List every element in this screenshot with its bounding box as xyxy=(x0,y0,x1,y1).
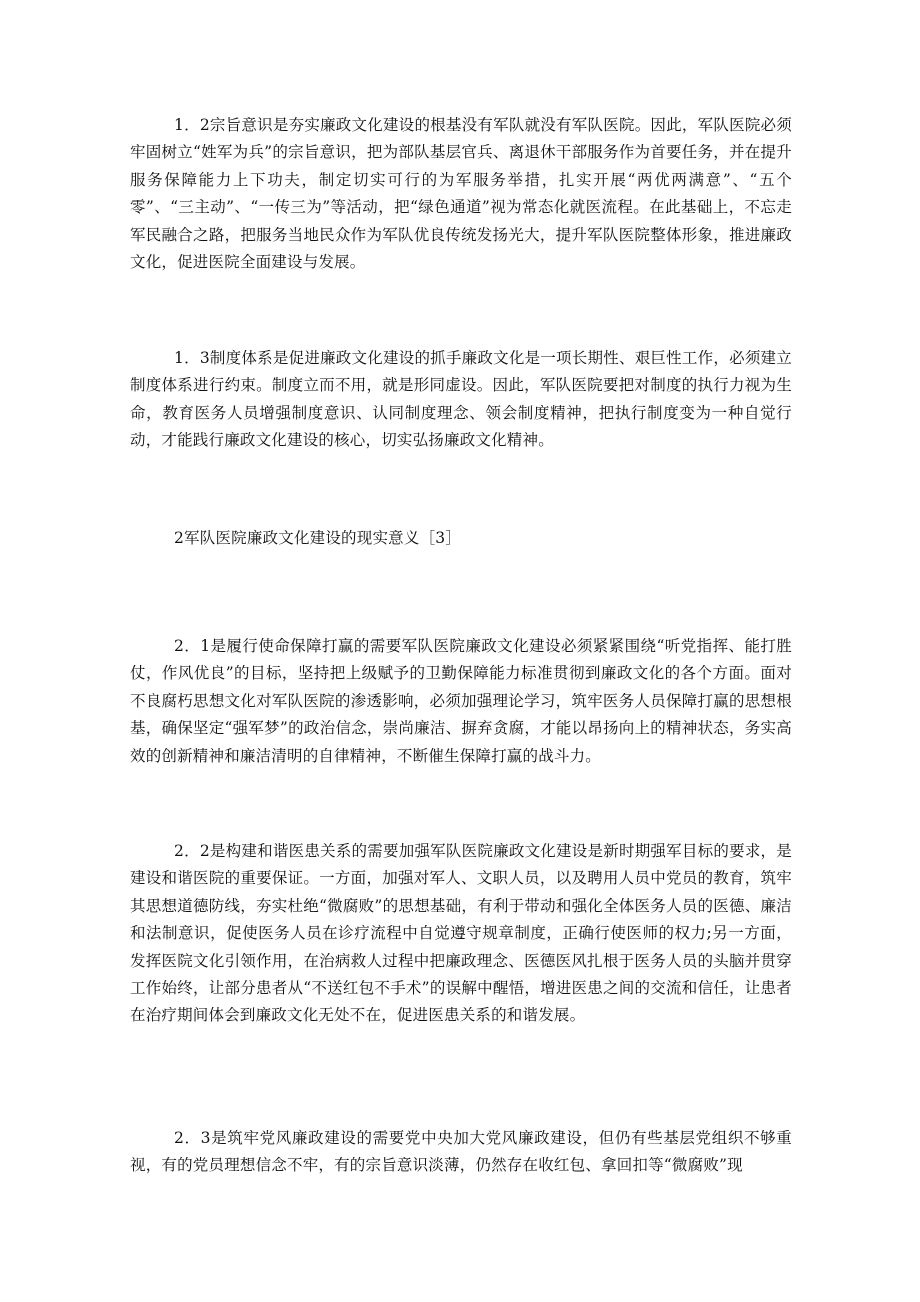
paragraph-2-2-doctor-patient: 2．2是构建和谐医患关系的需要加强军队医院廉政文化建设是新时期强军目标的要求，是建设和谐医院的重要保证。一方面，加强对军人、文职人员，以及聘用人员中党员的教育，筑牢其思想道德防线，夯实杜绝“微腐败”的思想基础，有利于带动和强化全体医务人员的医德、廉洁和法制意识，促使医务人员在诊疗流程中自觉遵守规章制度，正确行使医师的权力;另一方面，发挥医院文化引领作用，在治病救人过程中把廉政理念、医德医风扎根于医务人员的头脑并贯穿工作始终，让部分患者从“不送红包不手术”的误解中醒悟，增进医患之间的交流和信任，让患者在治疗期间体会到廉政文化无处不在，促进医患关系的和谐发展。 xyxy=(130,842,792,1025)
paragraph-2-3-party-conduct: 2．3是筑牢党风廉政建设的需要党中央加大党风廉政建设，但仍有些基层党组织不够重视，有的党员理想信念不牢，有的宗旨意识淡薄，仍然存在收红包、拿回扣等“微腐败”现 xyxy=(130,1129,792,1175)
paragraph-2-1-mission: 2．1是履行使命保障打赢的需要军队医院廉政文化建设必须紧紧围绕“听党指挥、能打胜仗，作风优良”的目标，坚持把上级赋予的卫勤保障能力标准贯彻到廉政文化的各个方面。面对不良腐朽思想文化对军队医院的渗透影响，必须加强理论学习，筑牢医务人员保障打赢的思想根基，确保坚定“强军梦”的政治信念，崇尚廉洁、摒弃贪腐，才能以昂扬向上的精神状态，务实高效的创新精神和廉洁清明的自律精神，不断催生保障打赢的战斗力。 xyxy=(130,637,792,765)
section-heading-2: 2军队医院廉政文化建设的现实意义［3］ xyxy=(174,529,462,547)
paragraph-1-2-purpose-awareness: 1．2宗旨意识是夯实廉政文化建设的根基没有军队就没有军队医院。因此，军队医院必须牢固树立“姓军为兵”的宗旨意识，把为部队基层官兵、离退休干部服务作为首要任务，并在提升服务保障能力上下功夫，制定切实可行的为军服务举措，扎实开展“两优两满意”、“五个零”、“三主动”、“一传三为”等活动，把“绿色通道”视为常态化就医流程。在此基础上，不忘走军民融合之路，把服务当地民众作为军队优良传统发扬光大，提升军队医院整体形象，推进廉政文化，促进医院全面建设与发展。 xyxy=(130,116,792,272)
paragraph-1-3-institutional-system: 1．3制度体系是促进廉政文化建设的抓手廉政文化是一项长期性、艰巨性工作，必须建立制度体系进行约束。制度立而不用，就是形同虚设。因此，军队医院要把对制度的执行力视为生命，教育医务人员增强制度意识、认同制度理念、领会制度精神，把执行制度变为一种自觉行动，才能践行廉政文化建设的核心，切实弘扬廉政文化精神。 xyxy=(130,349,792,450)
